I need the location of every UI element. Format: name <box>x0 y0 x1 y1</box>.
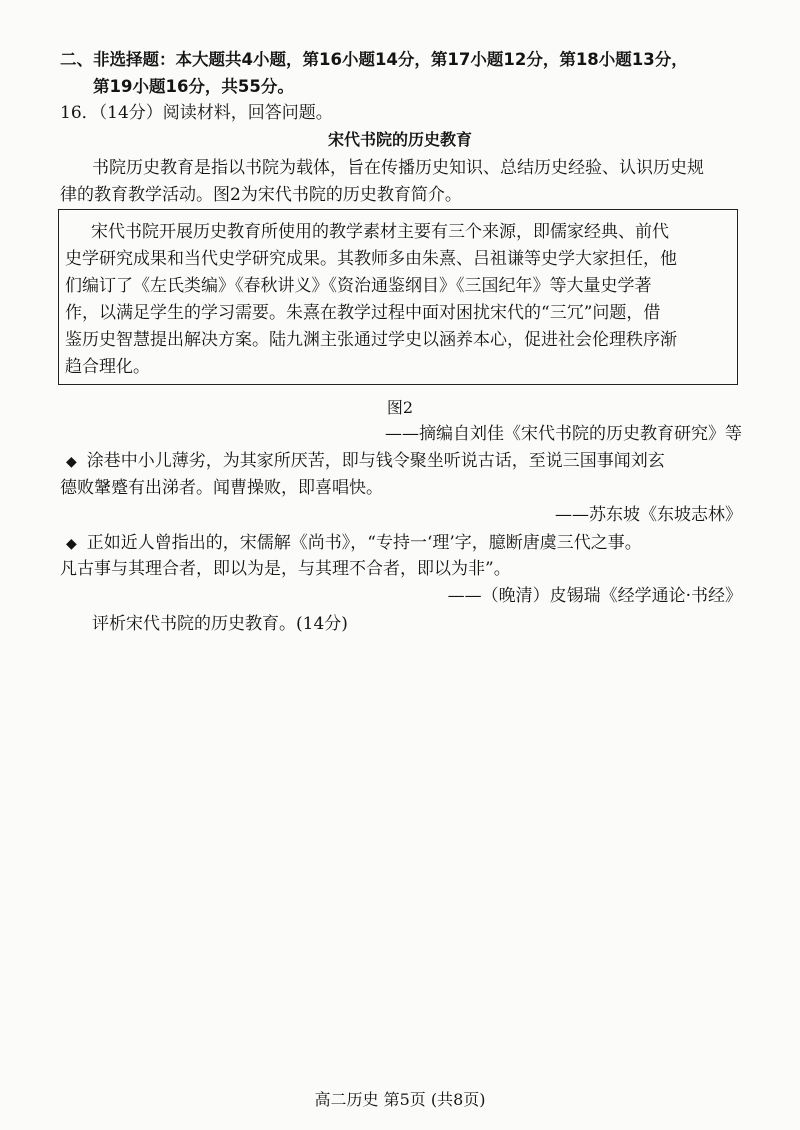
task-prompt: 评析宋代书院的历史教育。(14分) <box>92 614 348 634</box>
quote-1-line-2: 德败鞶蹙有出涕者。闻曹操败，即喜唱快。 <box>60 478 383 498</box>
box-line: 宋代书院开展历史教育所使用的教学素材主要有三个来源，即儒家经典、前代 <box>91 222 669 242</box>
quote-1-text: 涂巷中小儿薄劣，为其家所厌苦，即与钱令聚坐听说古话，至说三国事闻刘玄 <box>86 451 665 471</box>
diamond-bullet-icon: ◆ <box>66 536 77 552</box>
page-footer: 高二历史 第5页 (共8页) <box>314 1090 486 1109</box>
box-line: 鉴历史智慧提出解决方案。陆九渊主张通过学史以涵养本心，促进社会伦理秩序渐 <box>65 330 677 350</box>
intro-line-1: 书院历史教育是指以书院为载体，旨在传播历史知识、总结历史经验、认识历史规 <box>92 158 704 178</box>
box-line: 史学研究成果和当代史学研究成果。其教师多由朱熹、吕祖谦等史学大家担任，他 <box>65 249 677 269</box>
quote-1-source: ——苏东坡《东坡志林》 <box>555 505 742 525</box>
figure-2-box <box>58 209 738 385</box>
quote-2-line-1 <box>66 531 642 556</box>
figure-source: ——摘编自刘佳《宋代书院的历史教育研究》等 <box>385 424 742 444</box>
box-line: 趋合理化。 <box>65 357 150 377</box>
intro-line-2: 律的教育教学活动。图2为宋代书院的历史教育简介。 <box>60 185 462 205</box>
diamond-bullet-icon: ◆ <box>66 454 77 470</box>
quote-2-line-2: 凡古事与其理合者，即以为是，与其理不合者，即以为非”。 <box>60 559 511 579</box>
box-line: 作，以满足学生的学习需要。朱熹在教学过程中面对困扰宋代的“三冗”问题，借 <box>65 303 661 323</box>
section-heading-cont: 第19小题16分，共55分。 <box>93 77 294 96</box>
figure-label: 图2 <box>386 398 414 417</box>
quote-1-line-1 <box>66 449 665 474</box>
section-heading: 二、非选择题：本大题共4小题，第16小题14分，第17小题12分，第18小题13分， <box>60 50 688 69</box>
question-header: 16．（14分）阅读材料，回答问题。 <box>60 103 333 123</box>
quote-2-source: ——（晚清）皮锡瑞《经学通论·书经》 <box>447 586 742 606</box>
quote-2-text: 正如近人曾指出的，宋儒解《尚书》，“专持一‘理’字，臆断唐虞三代之事。 <box>86 533 642 553</box>
box-line: 们编订了《左氏类编》《春秋讲义》《资治通鉴纲目》《三国纪年》等大量史学著 <box>65 276 652 296</box>
material-title: 宋代书院的历史教育 <box>327 130 472 149</box>
